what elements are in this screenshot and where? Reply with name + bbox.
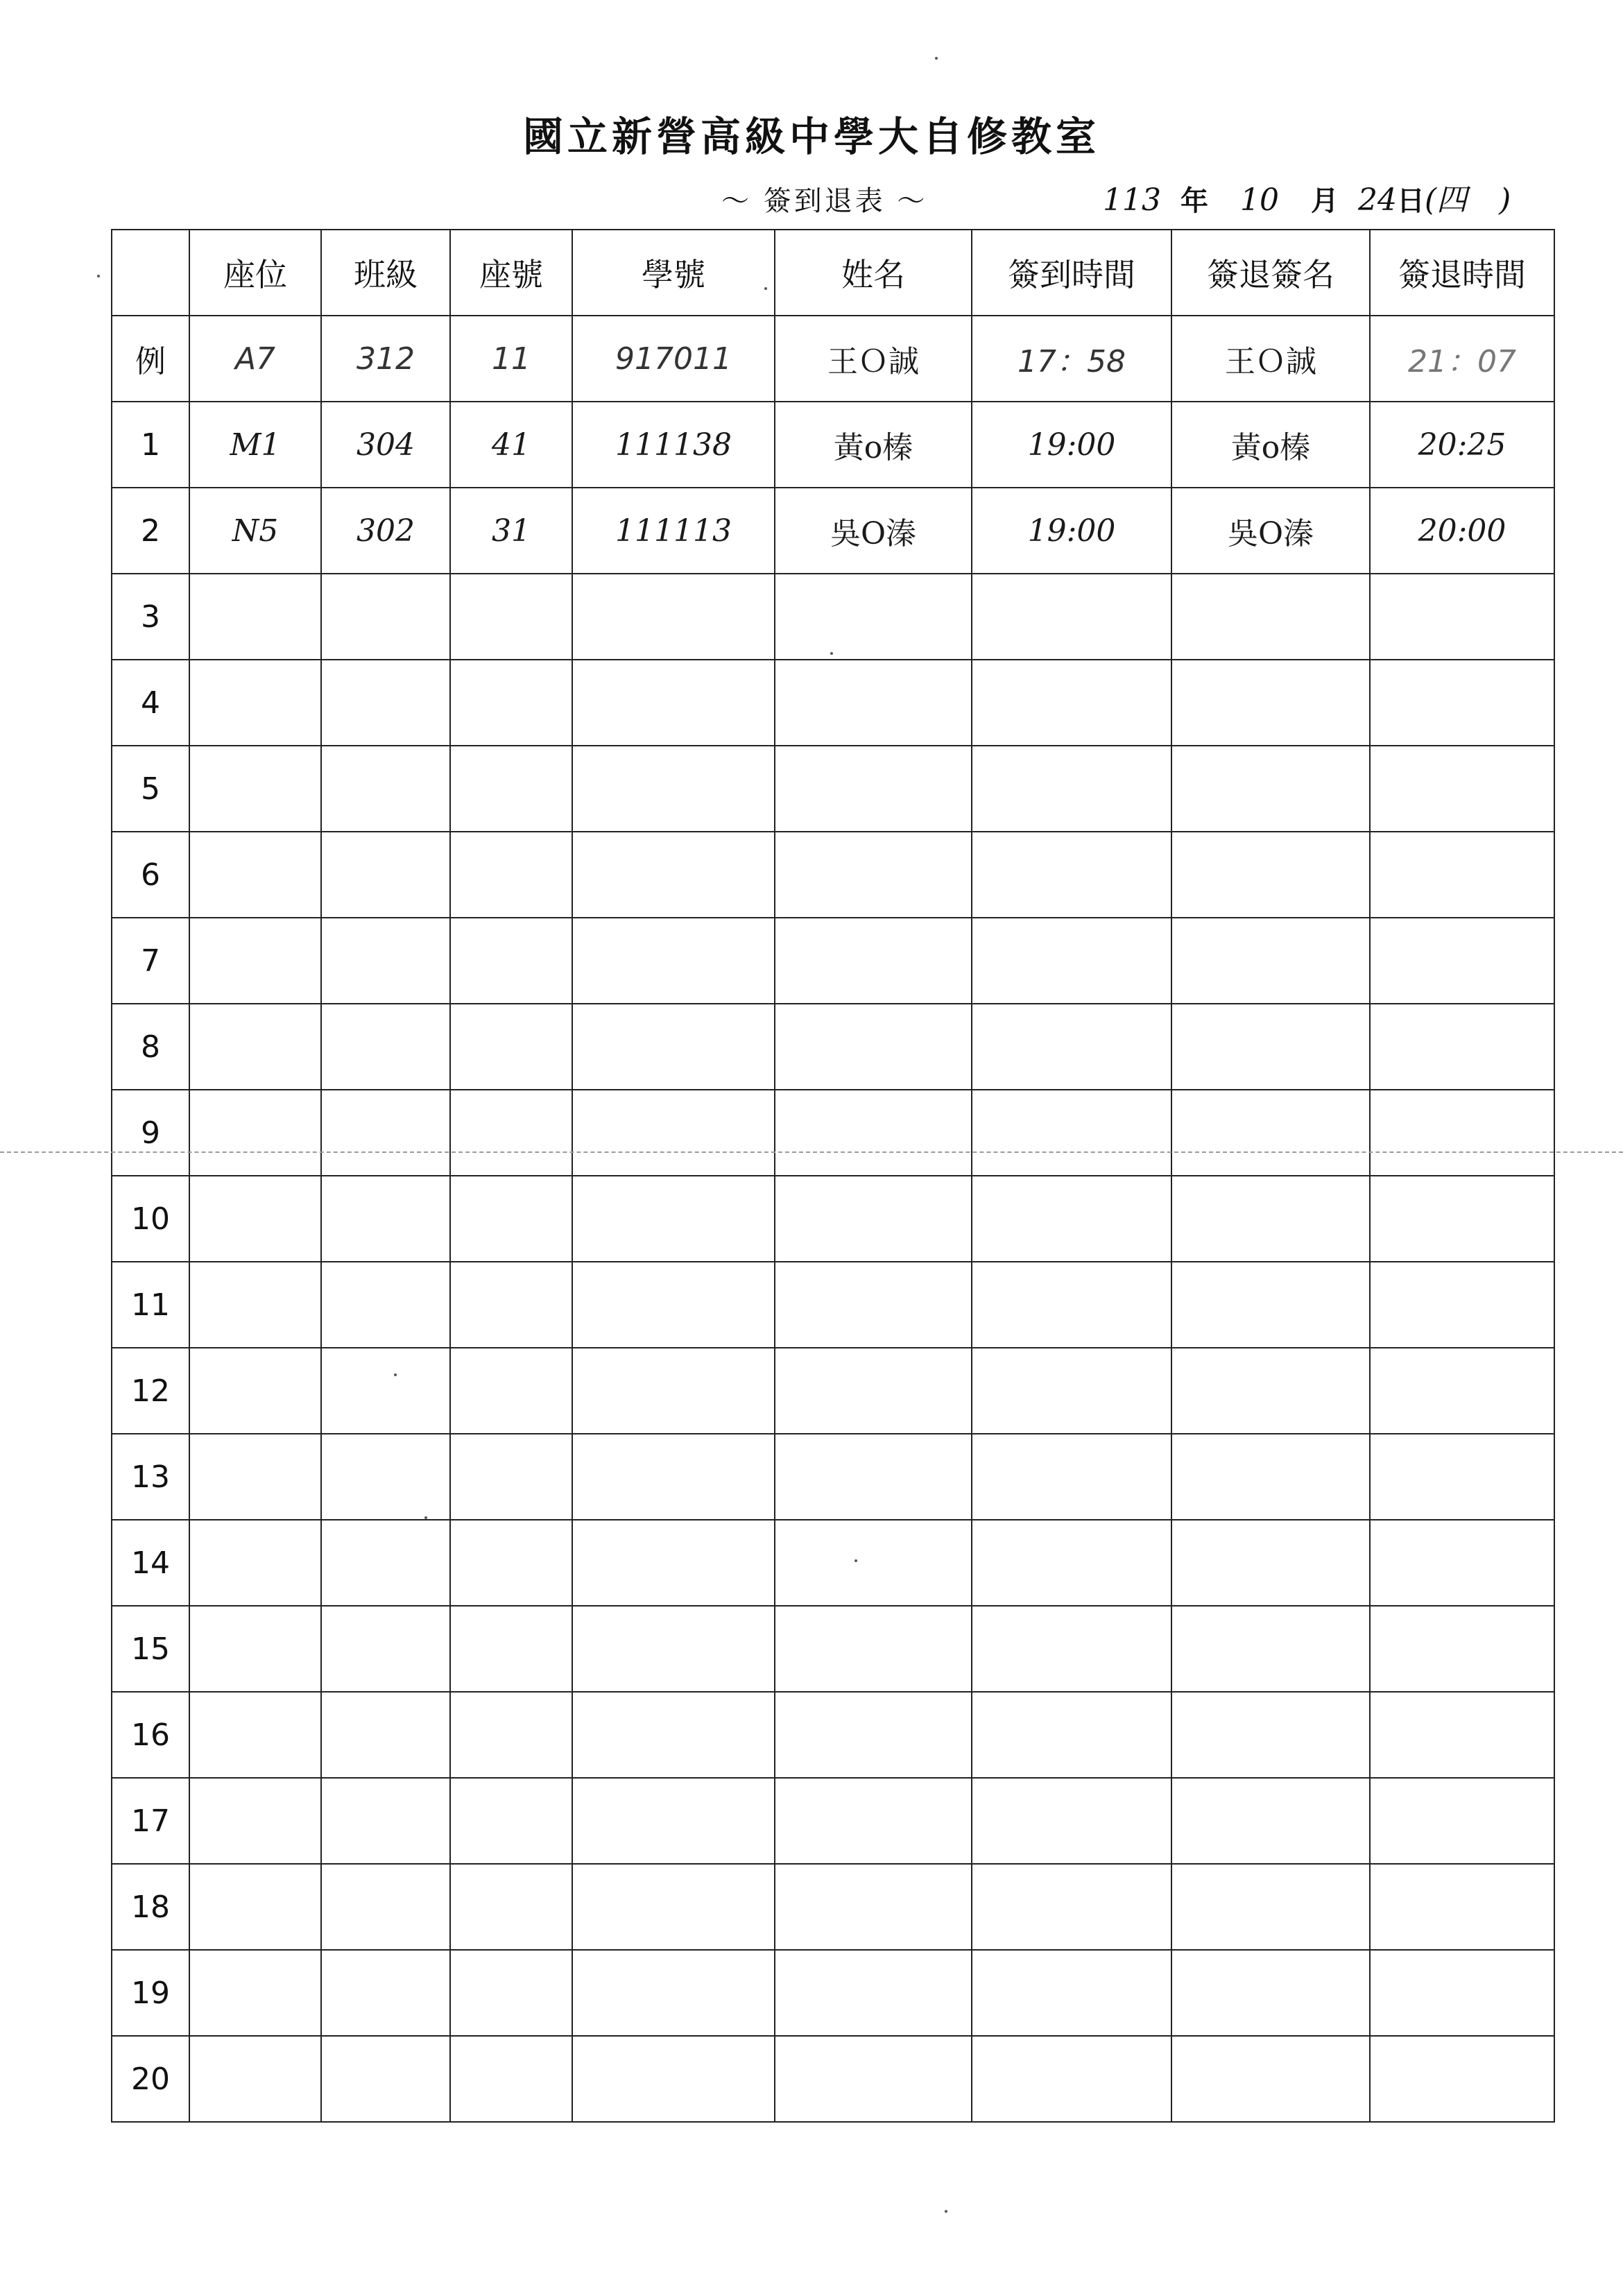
date-line	[1103, 175, 1511, 219]
cell-student-id	[572, 832, 775, 918]
cell-sign-out-signature	[1171, 1004, 1370, 1090]
header-student-id: 學號	[572, 230, 775, 316]
cell-class	[321, 1606, 450, 1692]
cell-index: 13	[112, 1434, 189, 1520]
cell-seat	[189, 1520, 321, 1606]
table-row	[112, 1262, 1554, 1348]
cell-sign-in-time	[972, 746, 1171, 832]
cell-seat	[189, 832, 321, 918]
cell-sign-out-signature	[1171, 1778, 1370, 1864]
cell-sign-in-time	[972, 1692, 1171, 1778]
cell-seat	[189, 1950, 321, 2036]
cell-seat-number	[450, 1778, 572, 1864]
cell-sign-in-time	[972, 1950, 1171, 2036]
cell-seat	[189, 1778, 321, 1864]
cell-name	[775, 1692, 972, 1778]
cell-class	[321, 660, 450, 746]
cell-student-id	[572, 1950, 775, 2036]
cell-index: 11	[112, 1262, 189, 1348]
cell-name: 吳O溱	[775, 488, 972, 574]
cell-sign-in-time	[972, 660, 1171, 746]
cell-class: 302	[321, 488, 450, 574]
cell-sign-out-time	[1370, 1520, 1554, 1606]
cell-sign-out-time	[1370, 1434, 1554, 1520]
cell-student-id	[572, 660, 775, 746]
cell-seat: A7	[189, 316, 321, 402]
cell-name	[775, 1262, 972, 1348]
cell-seat-number	[450, 1606, 572, 1692]
cell-sign-out-time	[1370, 1004, 1554, 1090]
cell-sign-out-time	[1370, 1176, 1554, 1262]
cell-index: 17	[112, 1778, 189, 1864]
document-subtitle: ～ 簽到退表 ～	[721, 185, 928, 217]
cell-sign-out-signature	[1171, 1262, 1370, 1348]
cell-sign-out-signature: 黃o榛	[1171, 402, 1370, 488]
table-row	[112, 1778, 1554, 1864]
cell-sign-out-time	[1370, 660, 1554, 746]
cell-seat: N5	[189, 488, 321, 574]
cell-sign-out-time	[1370, 1950, 1554, 2036]
header-seat-number: 座號	[450, 230, 572, 316]
cell-seat-number	[450, 1692, 572, 1778]
cell-name	[775, 1176, 972, 1262]
cell-seat	[189, 918, 321, 1004]
cell-index: 16	[112, 1692, 189, 1778]
cell-sign-out-signature	[1171, 574, 1370, 660]
cell-name	[775, 918, 972, 1004]
cell-sign-out-time	[1370, 918, 1554, 1004]
cell-student-id	[572, 2036, 775, 2122]
cell-name	[775, 1864, 972, 1950]
cell-sign-out-signature	[1171, 918, 1370, 1004]
cell-class	[321, 1778, 450, 1864]
cell-index: 5	[112, 746, 189, 832]
date-year-label: 年	[1180, 185, 1208, 217]
table-row	[112, 1950, 1554, 2036]
cell-seat	[189, 1692, 321, 1778]
cell-seat-number: 41	[450, 402, 572, 488]
cell-sign-in-time: 19:00	[972, 402, 1171, 488]
cell-sign-in-time	[972, 1520, 1171, 1606]
cell-student-id	[572, 1864, 775, 1950]
table-row	[112, 1348, 1554, 1434]
cell-index: 2	[112, 488, 189, 574]
cell-index: 15	[112, 1606, 189, 1692]
cell-seat	[189, 574, 321, 660]
cell-name	[775, 1778, 972, 1864]
cell-class	[321, 746, 450, 832]
cell-sign-out-signature	[1171, 1520, 1370, 1606]
cell-sign-in-time	[972, 1262, 1171, 1348]
date-weekday: (四	[1424, 182, 1468, 218]
cell-student-id	[572, 918, 775, 1004]
cell-sign-in-time	[972, 2036, 1171, 2122]
cell-sign-out-signature	[1171, 1090, 1370, 1176]
header-row	[112, 230, 1554, 316]
cell-student-id	[572, 1606, 775, 1692]
cell-sign-out-time	[1370, 1692, 1554, 1778]
cell-class	[321, 1692, 450, 1778]
cell-seat-number: 11	[450, 316, 572, 402]
cell-index: 8	[112, 1004, 189, 1090]
table-row	[112, 1520, 1554, 1606]
cell-seat-number	[450, 746, 572, 832]
cell-student-id	[572, 746, 775, 832]
cell-name	[775, 832, 972, 918]
header-class: 班級	[321, 230, 450, 316]
cell-sign-out-time	[1370, 1090, 1554, 1176]
cell-sign-out-signature	[1171, 1692, 1370, 1778]
cell-seat-number	[450, 2036, 572, 2122]
header-index	[112, 230, 189, 316]
cell-name	[775, 1434, 972, 1520]
cell-sign-in-time	[972, 918, 1171, 1004]
table-row	[112, 1606, 1554, 1692]
cell-sign-out-signature	[1171, 660, 1370, 746]
cell-class	[321, 832, 450, 918]
cell-class	[321, 918, 450, 1004]
header-sign-out-signature: 簽退簽名	[1171, 230, 1370, 316]
cell-sign-out-signature	[1171, 746, 1370, 832]
cell-sign-out-time	[1370, 1606, 1554, 1692]
cell-name	[775, 746, 972, 832]
scan-speck	[945, 2210, 947, 2213]
cell-sign-in-time	[972, 1864, 1171, 1950]
cell-index: 4	[112, 660, 189, 746]
cell-name	[775, 1004, 972, 1090]
table-row	[112, 402, 1554, 488]
table-row	[112, 1692, 1554, 1778]
cell-student-id	[572, 1348, 775, 1434]
table-row	[112, 1004, 1554, 1090]
date-day: 24	[1357, 182, 1397, 218]
cell-sign-out-time	[1370, 1778, 1554, 1864]
table-row	[112, 1090, 1554, 1176]
cell-sign-in-time	[972, 1434, 1171, 1520]
date-year: 113	[1103, 182, 1161, 218]
cell-seat	[189, 1090, 321, 1176]
cell-name: 王Ｏ誠	[775, 316, 972, 402]
scan-speck	[855, 1559, 857, 1562]
scan-artifact-line	[0, 1151, 1623, 1153]
table-row	[112, 1864, 1554, 1950]
date-month: 10	[1239, 182, 1279, 218]
cell-example-label: 例	[112, 316, 189, 402]
cell-sign-out-signature	[1171, 832, 1370, 918]
cell-sign-out-time	[1370, 832, 1554, 918]
cell-class	[321, 574, 450, 660]
cell-student-id	[572, 574, 775, 660]
cell-sign-out-signature	[1171, 1864, 1370, 1950]
cell-seat	[189, 2036, 321, 2122]
cell-student-id	[572, 1090, 775, 1176]
date-weekday-close: )	[1499, 182, 1511, 218]
cell-index: 18	[112, 1864, 189, 1950]
cell-index: 19	[112, 1950, 189, 2036]
cell-name	[775, 1090, 972, 1176]
cell-class	[321, 1520, 450, 1606]
table-row	[112, 2036, 1554, 2122]
cell-seat	[189, 1606, 321, 1692]
cell-sign-out-signature	[1171, 1434, 1370, 1520]
cell-sign-out-signature: 吳O溱	[1171, 488, 1370, 574]
cell-student-id	[572, 1176, 775, 1262]
cell-seat-number	[450, 918, 572, 1004]
cell-seat-number	[450, 1090, 572, 1176]
cell-index: 1	[112, 402, 189, 488]
cell-class: 304	[321, 402, 450, 488]
cell-name	[775, 1348, 972, 1434]
cell-seat-number	[450, 1004, 572, 1090]
cell-sign-out-signature: 王Ｏ誠	[1171, 316, 1370, 402]
cell-seat	[189, 660, 321, 746]
header-seat: 座位	[189, 230, 321, 316]
cell-sign-out-time	[1370, 1864, 1554, 1950]
cell-index: 12	[112, 1348, 189, 1434]
cell-name	[775, 1606, 972, 1692]
header-sign-in-time: 簽到時間	[972, 230, 1171, 316]
cell-sign-out-time	[1370, 2036, 1554, 2122]
cell-name	[775, 2036, 972, 2122]
cell-class	[321, 1262, 450, 1348]
cell-sign-in-time	[972, 1004, 1171, 1090]
header-name: 姓名	[775, 230, 972, 316]
cell-sign-in-time	[972, 1606, 1171, 1692]
cell-sign-in-time	[972, 1090, 1171, 1176]
cell-seat	[189, 1864, 321, 1950]
cell-index: 10	[112, 1176, 189, 1262]
cell-name: 黃o榛	[775, 402, 972, 488]
cell-student-id	[572, 1692, 775, 1778]
cell-seat	[189, 1434, 321, 1520]
cell-class	[321, 2036, 450, 2122]
cell-student-id: 111138	[572, 402, 775, 488]
table-row	[112, 746, 1554, 832]
example-row	[112, 316, 1554, 402]
cell-index: 14	[112, 1520, 189, 1606]
scan-speck	[424, 1516, 427, 1519]
cell-class	[321, 1950, 450, 2036]
cell-seat	[189, 1262, 321, 1348]
cell-name	[775, 1520, 972, 1606]
cell-seat-number	[450, 1950, 572, 2036]
cell-sign-out-time: 21：07	[1370, 316, 1554, 402]
cell-sign-in-time	[972, 832, 1171, 918]
scan-speck	[935, 57, 938, 60]
cell-seat-number	[450, 574, 572, 660]
cell-seat-number	[450, 1176, 572, 1262]
cell-seat-number	[450, 1520, 572, 1606]
cell-sign-out-signature	[1171, 1606, 1370, 1692]
cell-sign-in-time	[972, 1778, 1171, 1864]
scan-speck	[394, 1373, 397, 1376]
table-row	[112, 1176, 1554, 1262]
cell-seat-number	[450, 1348, 572, 1434]
cell-sign-out-time: 20:25	[1370, 402, 1554, 488]
cell-seat-number	[450, 832, 572, 918]
cell-student-id	[572, 1262, 775, 1348]
cell-seat-number	[450, 1262, 572, 1348]
table-row	[112, 488, 1554, 574]
cell-class	[321, 1348, 450, 1434]
cell-student-id	[572, 1778, 775, 1864]
cell-student-id	[572, 1434, 775, 1520]
cell-sign-out-time: 20:00	[1370, 488, 1554, 574]
scan-speck	[97, 275, 100, 277]
cell-seat-number	[450, 660, 572, 746]
cell-student-id: 917011	[572, 316, 775, 402]
cell-seat	[189, 1176, 321, 1262]
cell-class	[321, 1004, 450, 1090]
cell-sign-in-time	[972, 574, 1171, 660]
cell-sign-out-signature	[1171, 1176, 1370, 1262]
document-title: 國立新營高級中學大自修教室	[522, 113, 1100, 160]
cell-student-id	[572, 1520, 775, 1606]
table-row	[112, 918, 1554, 1004]
cell-sign-out-signature	[1171, 1950, 1370, 2036]
date-month-label: 月	[1310, 185, 1339, 217]
cell-sign-out-time	[1370, 1348, 1554, 1434]
cell-student-id: 111113	[572, 488, 775, 574]
date-day-label: 日	[1396, 185, 1425, 217]
table-row	[112, 574, 1554, 660]
cell-sign-out-time	[1370, 746, 1554, 832]
cell-sign-in-time	[972, 1176, 1171, 1262]
cell-seat: M1	[189, 402, 321, 488]
table-row	[112, 832, 1554, 918]
cell-class	[321, 1434, 450, 1520]
cell-sign-out-time	[1370, 1262, 1554, 1348]
cell-sign-out-signature	[1171, 1348, 1370, 1434]
cell-index: 3	[112, 574, 189, 660]
cell-sign-out-time	[1370, 574, 1554, 660]
cell-index: 6	[112, 832, 189, 918]
cell-seat	[189, 1348, 321, 1434]
cell-index: 20	[112, 2036, 189, 2122]
sign-in-table	[111, 229, 1555, 2123]
cell-index: 9	[112, 1090, 189, 1176]
cell-student-id	[572, 1004, 775, 1090]
cell-index: 7	[112, 918, 189, 1004]
table-row	[112, 660, 1554, 746]
cell-class: 312	[321, 316, 450, 402]
cell-sign-in-time	[972, 1348, 1171, 1434]
scan-speck	[764, 287, 767, 290]
cell-seat-number	[450, 1434, 572, 1520]
cell-seat-number: 31	[450, 488, 572, 574]
cell-name	[775, 660, 972, 746]
cell-sign-out-signature	[1171, 2036, 1370, 2122]
cell-seat-number	[450, 1864, 572, 1950]
cell-name	[775, 1950, 972, 2036]
cell-sign-in-time: 19:00	[972, 488, 1171, 574]
table-row	[112, 1434, 1554, 1520]
cell-class	[321, 1090, 450, 1176]
cell-class	[321, 1176, 450, 1262]
cell-class	[321, 1864, 450, 1950]
scan-speck	[830, 652, 833, 655]
cell-seat	[189, 746, 321, 832]
header-sign-out-time: 簽退時間	[1370, 230, 1554, 316]
cell-sign-in-time: 17：58	[972, 316, 1171, 402]
cell-name	[775, 574, 972, 660]
cell-seat	[189, 1004, 321, 1090]
